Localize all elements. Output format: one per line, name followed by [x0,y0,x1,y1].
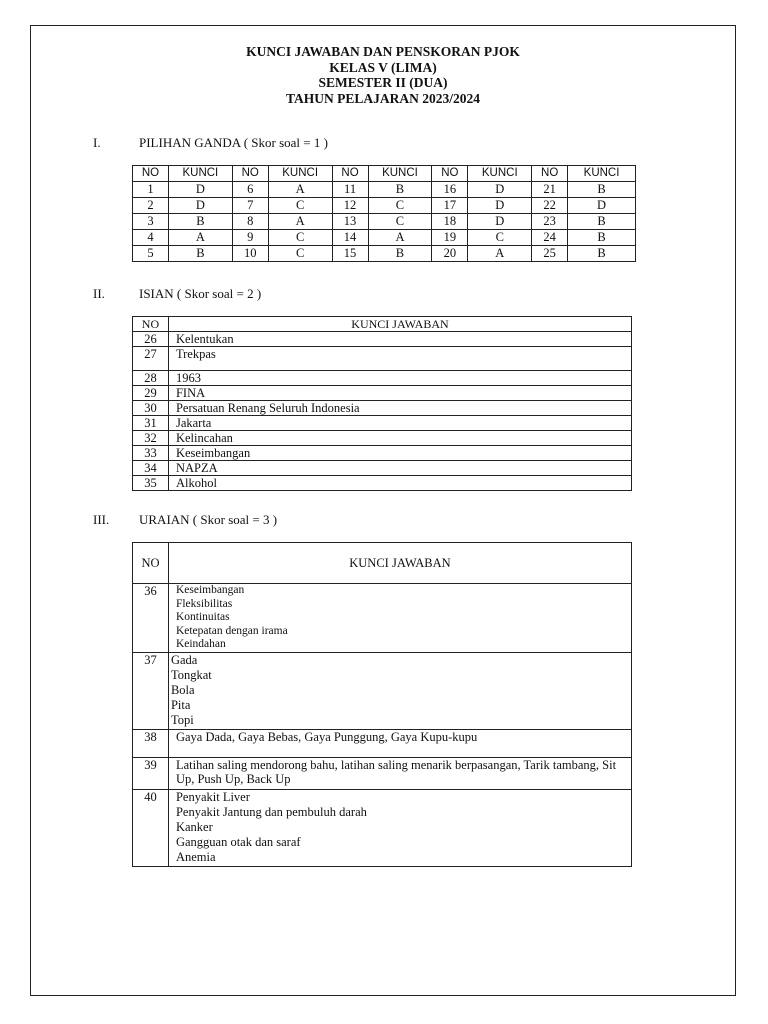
table-header-row [133,543,632,584]
question-number: 18 [432,214,468,230]
document-title [30,44,736,106]
question-number: 28 [133,371,169,386]
answer-key: C [368,198,432,214]
question-number: 33 [133,446,169,461]
question-number: 13 [332,214,368,230]
answer-text: Persatuan Renang Seluruh Indonesia [168,401,631,416]
answer-key: D [168,198,232,214]
title-line-4: TAHUN PELAJARAN 2023/2024 [285,90,480,106]
question-number: 6 [232,182,268,198]
table-row [133,729,632,757]
question-number: 24 [532,230,568,246]
question-number: 26 [133,332,169,347]
answer-key: C [268,230,332,246]
question-number: 35 [133,476,169,491]
column-header-no: NO [133,166,169,182]
answer-key: D [468,198,532,214]
answer-line: Tongkat [170,667,212,682]
section-3-number: III. [93,512,110,527]
answer-text [168,789,631,866]
answer-line: Ketepatan dengan irama [175,624,288,637]
question-number: 15 [332,246,368,262]
section-1-number: I. [93,135,101,150]
table-row [133,584,632,653]
question-number: 12 [332,198,368,214]
question-number: 17 [432,198,468,214]
question-number: 9 [232,230,268,246]
question-number: 11 [332,182,368,198]
answer-key: C [368,214,432,230]
answer-line: Pita [170,698,191,713]
answer-text [168,757,631,789]
question-number: 29 [133,386,169,401]
question-number: 7 [232,198,268,214]
answer-text [168,584,631,653]
answer-line: Gaya Dada, Gaya Bebas, Gaya Punggung, Gaya Kupu-kupu [175,729,478,744]
column-header-answer: KUNCI JAWABAN [168,543,631,584]
question-number: 14 [332,230,368,246]
answer-key: B [368,182,432,198]
question-number: 27 [133,347,169,371]
question-number: 39 [133,757,169,789]
question-number: 36 [133,584,169,653]
answer-key: A [468,246,532,262]
answer-line: Bola [170,682,195,697]
table-row [133,214,636,230]
section-3-heading [93,512,277,528]
table-row [133,401,632,416]
section-3-title: URAIAN ( Skor soal = 3 ) [139,512,278,527]
column-header-no: NO [232,166,268,182]
answer-key: A [368,230,432,246]
question-number: 34 [133,461,169,476]
answer-key: C [468,230,532,246]
title-line-1: KUNCI JAWABAN DAN PENSKORAN PJOK [246,44,520,59]
table-row [133,371,632,386]
question-number: 25 [532,246,568,262]
answer-line: Gangguan otak dan saraf [175,835,301,850]
column-header-no: NO [432,166,468,182]
answer-key: B [568,214,636,230]
table-header-row [133,317,632,332]
table-row [133,431,632,446]
answer-text [168,729,631,757]
question-number: 4 [133,230,169,246]
answer-text: 1963 [168,371,631,386]
answer-line: Penyakit Liver [175,789,250,804]
answer-key: B [168,246,232,262]
answer-key: B [368,246,432,262]
table-header-row [133,166,636,182]
question-number: 30 [133,401,169,416]
question-number: 3 [133,214,169,230]
table-row [133,757,632,789]
answer-line: Keindahan [175,638,226,650]
column-header-no: NO [332,166,368,182]
table-row [133,198,636,214]
column-header-kunci: KUNCI [568,166,636,182]
title-line-2: KELAS V (LIMA) [329,59,437,75]
question-number: 37 [133,652,169,729]
table-row [133,246,636,262]
answer-text: Jakarta [168,416,631,431]
table-row [133,416,632,431]
table-row [133,182,636,198]
table-row [133,347,632,371]
table-row [133,789,632,866]
question-number: 22 [532,198,568,214]
answer-key: D [468,182,532,198]
answer-line: Topi [170,713,194,728]
section-2-title: ISIAN ( Skor soal = 2 ) [139,286,262,301]
answer-line: Kontinuitas [175,611,230,623]
section-2-heading [93,286,261,302]
answer-key: A [168,230,232,246]
answer-text [168,652,631,729]
column-header-kunci: KUNCI [368,166,432,182]
question-number: 23 [532,214,568,230]
answer-text: Keseimbangan [168,446,631,461]
answer-key: B [568,230,636,246]
answer-key: A [268,182,332,198]
question-number: 16 [432,182,468,198]
answer-text: Kelincahan [168,431,631,446]
answer-key: D [568,198,636,214]
answer-key: B [168,214,232,230]
answer-key: B [568,246,636,262]
title-line-3: SEMESTER II (DUA) [318,75,448,90]
column-header-no: NO [133,543,169,584]
table-row [133,386,632,401]
table-row [133,652,632,729]
column-header-kunci: KUNCI [168,166,232,182]
column-header-no: NO [532,166,568,182]
answer-line: Keseimbangan [175,584,245,596]
answer-text: FINA [168,386,631,401]
question-number: 20 [432,246,468,262]
column-header-no: NO [133,317,169,332]
question-number: 31 [133,416,169,431]
answer-line: Gada [170,652,198,667]
table-row [133,230,636,246]
section-1-heading [93,135,328,151]
table-row [133,446,632,461]
answer-line: Latihan saling mendorong bahu, latihan saling menarik berpasangan, Tarik tambang, Sit Up, Push Up, Back Up [175,757,617,786]
table-row [133,332,632,347]
answer-line: Anemia [175,850,216,865]
answer-line: Kanker [175,819,213,834]
answer-key: B [568,182,636,198]
question-number: 19 [432,230,468,246]
answer-text: Trekpas [168,347,631,371]
question-number: 10 [232,246,268,262]
answer-key: D [468,214,532,230]
multiple-choice-table [132,165,636,262]
answer-key: C [268,246,332,262]
answer-key: A [268,214,332,230]
answer-key: D [168,182,232,198]
column-header-kunci: KUNCI [268,166,332,182]
answer-text: NAPZA [168,461,631,476]
answer-line: Penyakit Jantung dan pembuluh darah [175,804,367,819]
question-number: 40 [133,789,169,866]
answer-line: Fleksibilitas [175,597,233,610]
question-number: 2 [133,198,169,214]
answer-key: C [268,198,332,214]
column-header-answer: KUNCI JAWABAN [168,317,631,332]
question-number: 38 [133,729,169,757]
question-number: 1 [133,182,169,198]
answer-text: Kelentukan [168,332,631,347]
fill-in-table [132,316,632,491]
question-number: 21 [532,182,568,198]
essay-table [132,542,632,867]
question-number: 32 [133,431,169,446]
answer-text: Alkohol [168,476,631,491]
table-row [133,461,632,476]
question-number: 8 [232,214,268,230]
table-row [133,476,632,491]
section-1-title: PILIHAN GANDA ( Skor soal = 1 ) [139,135,328,150]
question-number: 5 [133,246,169,262]
section-2-number: II. [93,286,105,301]
column-header-kunci: KUNCI [468,166,532,182]
